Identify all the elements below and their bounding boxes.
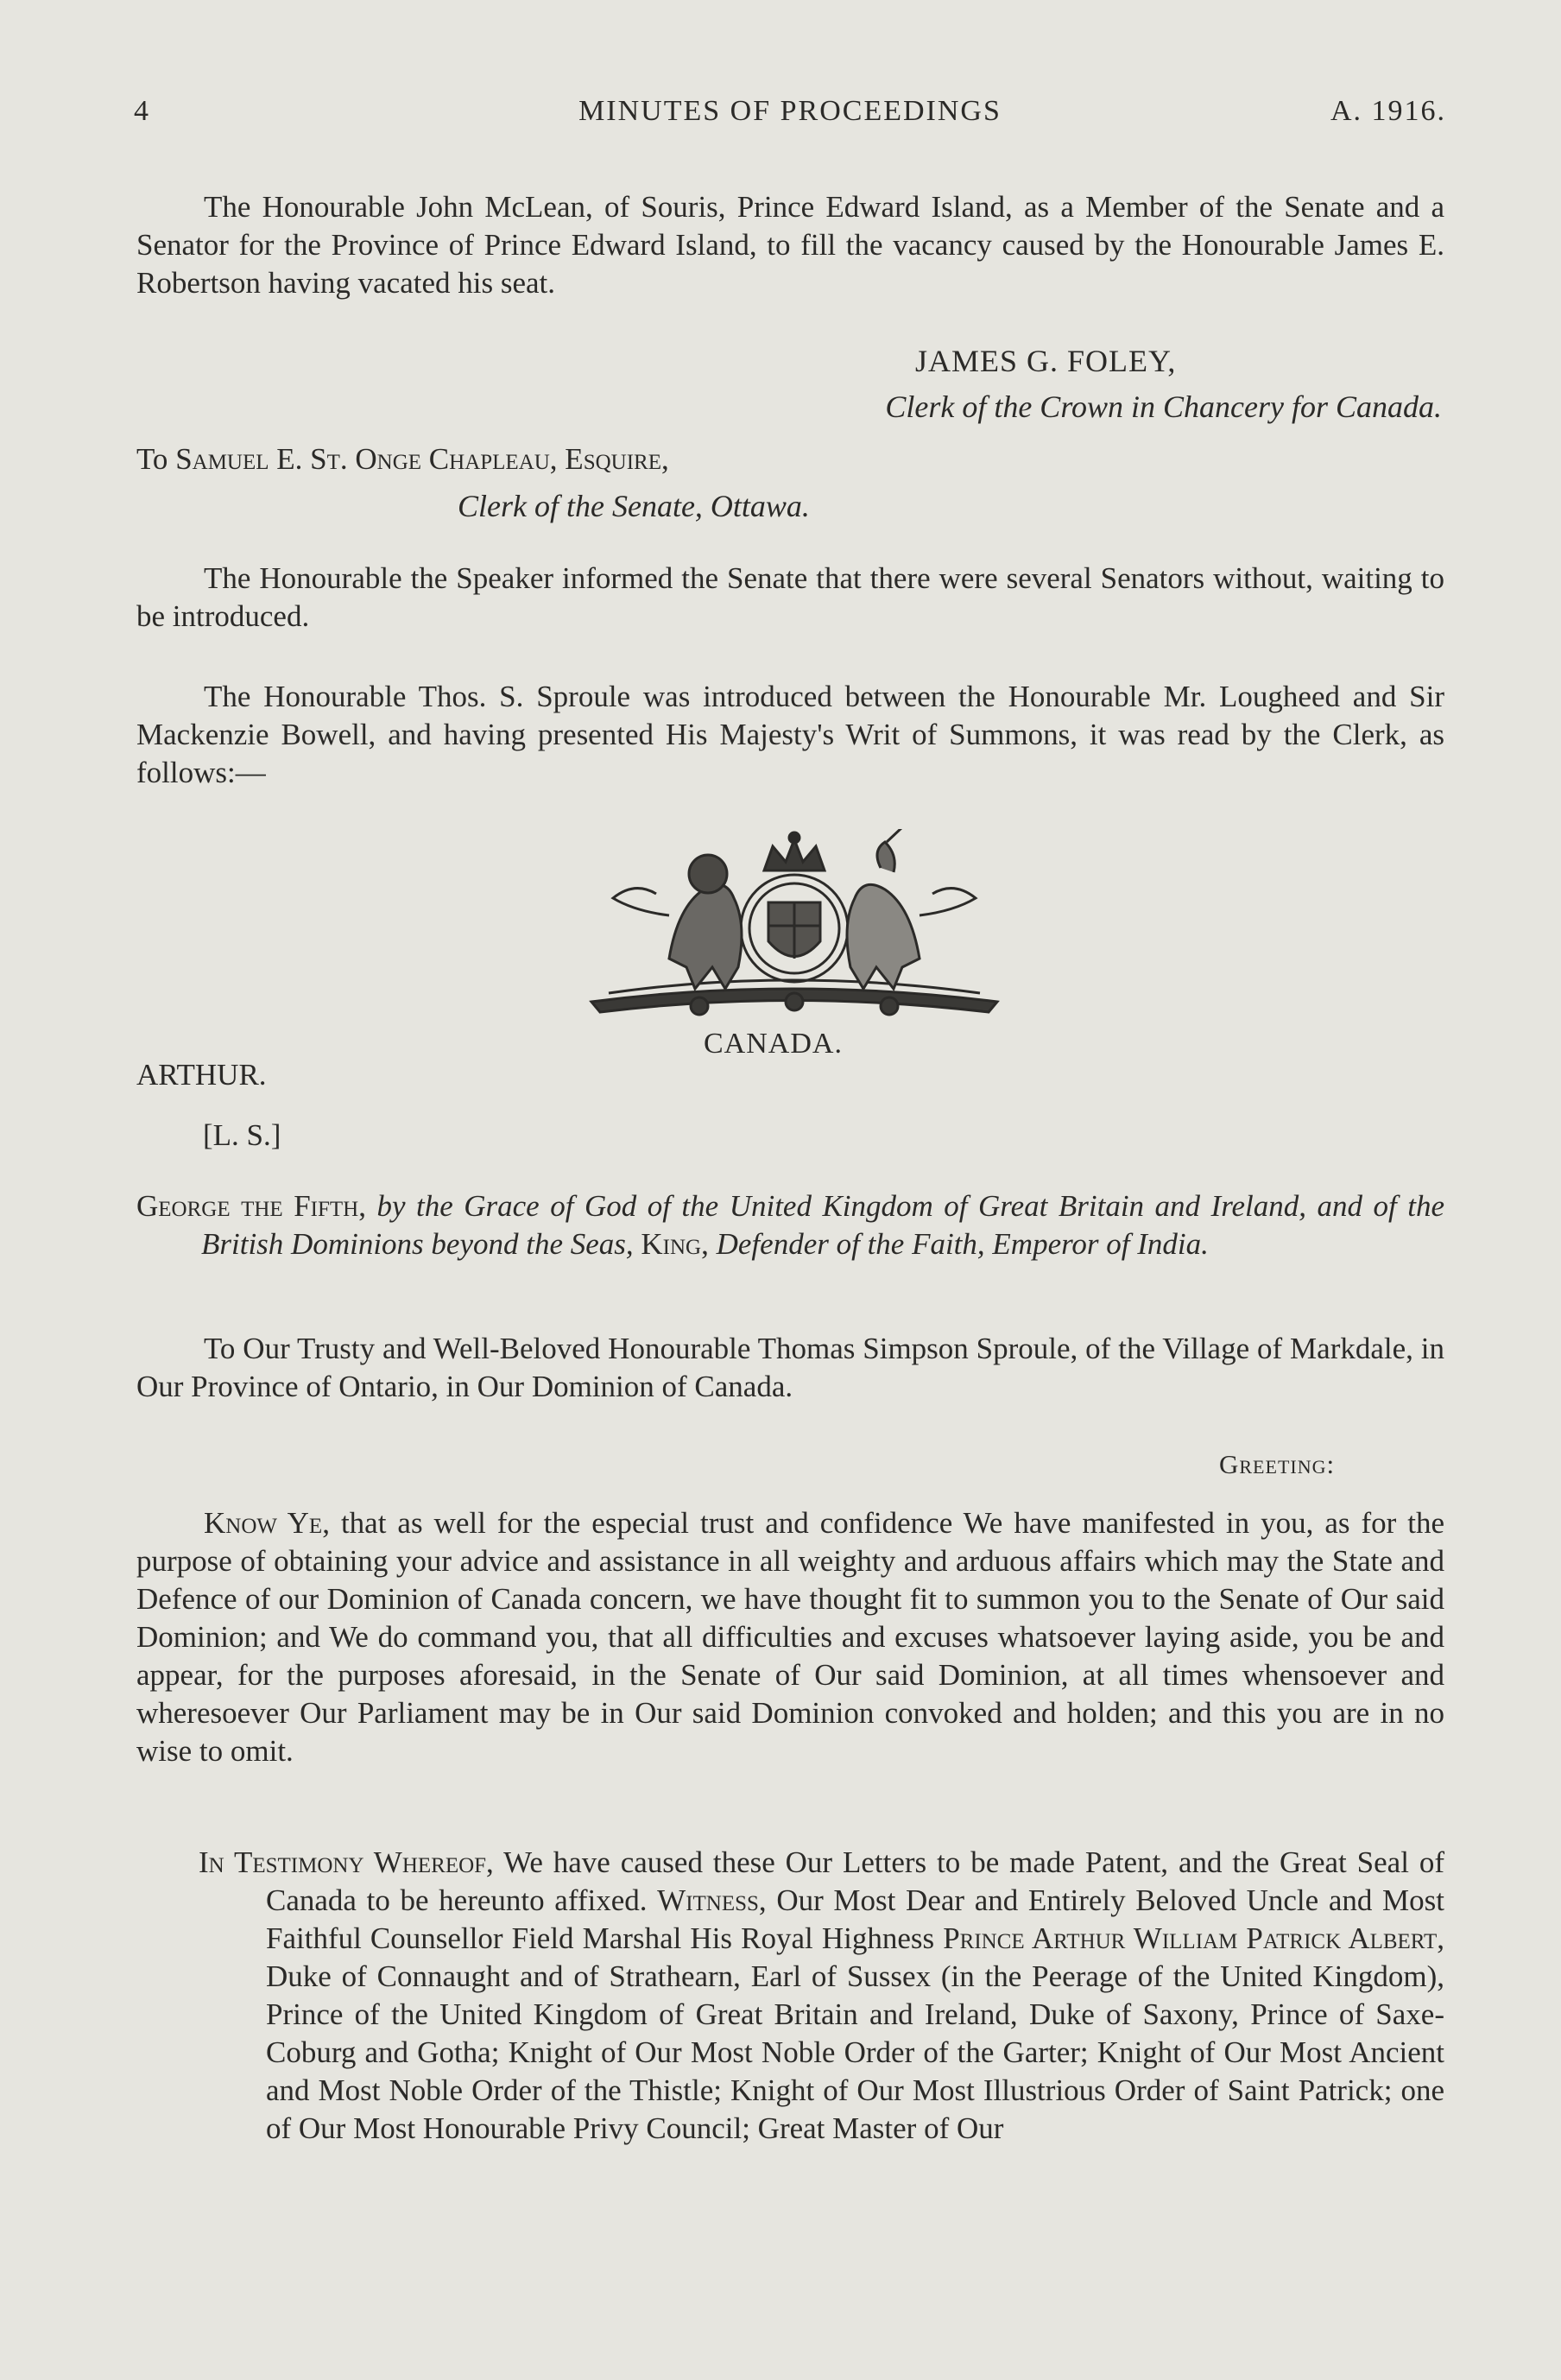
royal-style-text-end: Defender of the Faith, Emperor of India. (708, 1227, 1209, 1261)
addressee-line (136, 442, 669, 477)
paragraph-testimony (199, 1844, 1444, 2148)
session-year: A. 1916. (1330, 95, 1446, 127)
witness-label: Witness, (657, 1883, 767, 1917)
signatory-title: Clerk of the Crown in Chancery for Canada. (885, 389, 1442, 424)
running-title: MINUTES OF PROCEEDINGS (578, 95, 1002, 127)
summons-text: that as well for the especial trust and confidence We have manifested in you, as for the purpose of obtaining your advice and assistance in all weighty and arduous affairs which may the State and Defence of our Dominion of Canada concern, we have thought fit to summon you to the Senate of Our said Dominion; and We do command you, that all difficulties and excuses whatsoever laying aside, you be and appear, for the purposes aforesaid, in the Senate of Our said Dominion, at all times whensoever and wheresoever Our Parliament may be in Our said Dominion convoked and holden; and this you are in no wise to omit. (136, 1506, 1445, 1768)
testimony-lead: In Testimony Whereof, (199, 1845, 494, 1879)
paragraph-addressee: To Our Trusty and Well-Beloved Honourable Thomas Simpson Sproule, of the Village of Markdale, in Our Province of Ontario, in Our Dominion of Canada. (136, 1332, 1444, 1403)
royal-style-paragraph (136, 1187, 1444, 1263)
governor-signature: ARTHUR. (136, 1058, 267, 1092)
addressee-prefix: To (136, 442, 168, 476)
addressee-title: Clerk of the Senate, Ottawa. (458, 489, 810, 523)
royal-coat-of-arms-icon (574, 829, 1014, 1019)
prince-name: Prince Arthur William Patrick Albert, (943, 1921, 1445, 1955)
summons-lead: Know Ye, (204, 1506, 330, 1540)
page-number: 4 (134, 95, 150, 127)
paragraph-appointment: The Honourable John McLean, of Souris, Prince Edward Island, as a Member of the Senate and a Senator for the Province of Prince Edward Island, to fill the vacancy caused by the Honourable James E. Robertson having vacated his seat. (136, 190, 1444, 300)
testimony-text-2: Our Most Dear and Entirely Beloved Uncle and Most Faithful Counsellor Field Marshal His Royal Highness (266, 1883, 1444, 1955)
paragraph-speaker: The Honourable the Speaker informed the Senate that there were several Senators without, waiting to be introduced. (136, 561, 1444, 633)
testimony-text-3: Duke of Connaught and of Strathearn, Earl of Sussex (in the Peerage of the United Kingdom), Prince of the United Kingdom of Great Britain and Ireland, Duke of Saxony, Prince of Saxe-Coburg and Gotha; Knight of Our Most Noble Order of the Garter; Knight of Our Most Ancient and Most Noble Order of the Thistle; Knight of Our Most Illustrious Order of Saint Patrick; one of Our Most Honourable Privy Council; Great Master of Our (266, 1959, 1444, 2145)
seal-marker: [L. S.] (203, 1118, 281, 1152)
greeting: Greeting: (1219, 1449, 1336, 1479)
testimony-text-1: We have caused these Our Letters to be made Patent, and the Great Seal of Canada to be hereunto affixed. (266, 1845, 1444, 1917)
addressee-name: Samuel E. St. Onge Chapleau, Esquire, (175, 442, 669, 476)
signatory-name: JAMES G. FOLEY, (915, 344, 1177, 378)
country-heading: CANADA. (704, 1028, 843, 1060)
king-title: King, (641, 1227, 709, 1261)
paragraph-introduction: The Honourable Thos. S. Sproule was introduced between the Honourable Mr. Lougheed and Sir Mackenzie Bowell, and having presented His Majesty's Writ of Summons, it was read by the Clerk, as follows:— (136, 680, 1444, 789)
paragraph-summons (136, 1504, 1444, 1770)
royal-style-text: by the Grace of God of the United Kingdom of Great Britain and Ireland, and of the British Dominions beyond the Seas, (201, 1189, 1444, 1261)
page-header (134, 95, 1446, 138)
monarch-name: George the Fifth, (136, 1189, 366, 1223)
